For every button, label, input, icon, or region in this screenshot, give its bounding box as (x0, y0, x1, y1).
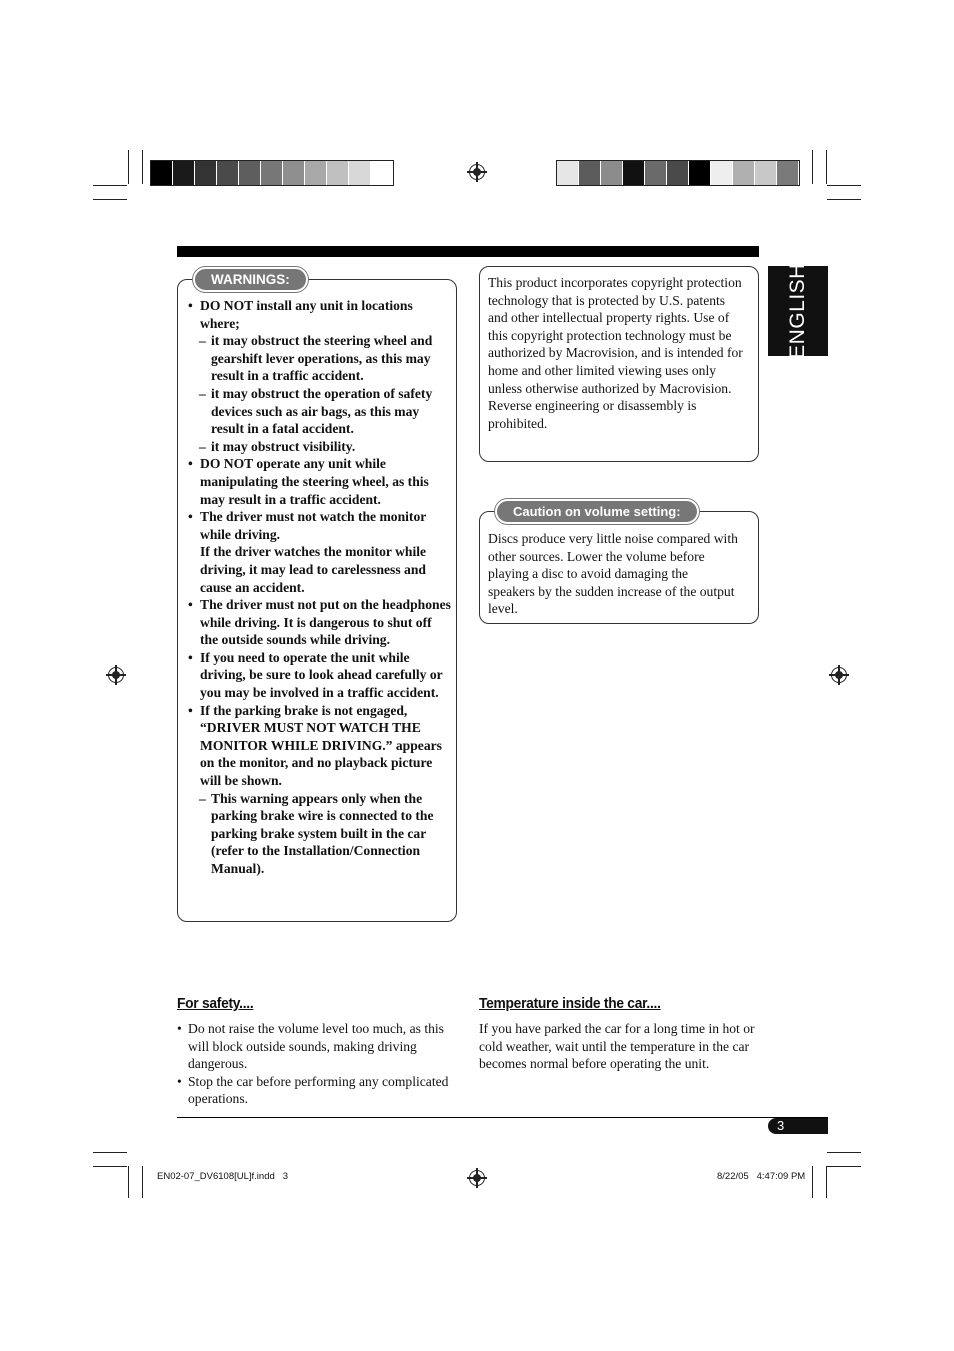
warning-subitem: – it may obstruct the steering wheel and gearshift lever operations, as this may result in a traffic accident. (188, 332, 452, 385)
crop-mark (93, 185, 127, 186)
temperature-text: If you have parked the car for a long time in hot or cold weather, wait until the temperature in the car becomes normal before operating the unit. (479, 1021, 755, 1072)
safety-item: • Do not raise the volume level too much, as this will block outside sounds, making driving dangerous. (177, 1020, 459, 1073)
safety-heading: For safety.... (177, 995, 254, 1012)
color-swatch (689, 161, 711, 185)
crop-mark (93, 199, 127, 200)
warnings-list (188, 297, 452, 878)
color-swatch (579, 161, 601, 185)
crop-mark (826, 1166, 827, 1198)
warning-item: • The driver must not put on the headphones while driving. It is dangerous to shut off the outside sounds while driving. (188, 596, 452, 649)
crop-mark (827, 1166, 861, 1167)
safety-item: • Stop the car before performing any complicated operations. (177, 1073, 459, 1108)
crop-mark (142, 1166, 143, 1198)
registration-mark-icon (108, 667, 124, 683)
registration-mark-icon (831, 667, 847, 683)
color-swatch (327, 161, 349, 185)
caution-text: Discs produce very little noise compared with other sources. Lower the volume before playing a disc to avoid damaging the speakers by the sudden increase of the output level. (488, 531, 738, 617)
color-swatch (151, 161, 173, 185)
color-swatch (371, 161, 393, 185)
color-swatch (283, 161, 305, 185)
crop-mark (93, 1166, 127, 1167)
warning-item: • If you need to operate the unit while driving, be sure to look ahead carefully or you may be involved in a traffic accident. (188, 649, 452, 702)
warning-item: • DO NOT install any unit in locations where; (188, 297, 452, 332)
registration-mark-icon (469, 1170, 485, 1186)
warning-subitem: – it may obstruct visibility. (188, 438, 452, 456)
color-swatch (349, 161, 371, 185)
warning-subitem: – it may obstruct the operation of safety devices such as air bags, as this may result in a fatal accident. (188, 385, 452, 438)
color-swatch (711, 161, 733, 185)
crop-mark (142, 150, 143, 184)
crop-mark (128, 150, 129, 184)
color-swatch (601, 161, 623, 185)
warning-text: The driver must not watch the monitor while driving. (200, 509, 427, 542)
color-swatch (667, 161, 689, 185)
language-label: ENGLISH (786, 263, 809, 359)
color-swatch (623, 161, 645, 185)
color-swatch (195, 161, 217, 185)
header-rule (177, 246, 759, 257)
color-calibration-bar-left (150, 160, 394, 186)
color-swatch (261, 161, 283, 185)
warning-item: • DO NOT operate any unit while manipulating the steering wheel, as this may result in a traffic accident. (188, 455, 452, 508)
color-swatch (777, 161, 799, 185)
crop-mark (827, 199, 861, 200)
crop-mark (812, 1166, 813, 1198)
warnings-heading: WARNINGS: (193, 267, 308, 292)
crop-mark (827, 185, 861, 186)
crop-mark (827, 1152, 861, 1153)
color-swatch (645, 161, 667, 185)
temperature-heading: Temperature inside the car.... (479, 995, 661, 1012)
crop-mark (812, 150, 813, 184)
warning-item (188, 508, 452, 596)
color-swatch (173, 161, 195, 185)
color-swatch (755, 161, 777, 185)
crop-mark (826, 150, 827, 184)
warning-item: • If the parking brake is not engaged, “DRIVER MUST NOT WATCH THE MONITOR WHILE DRIVING.” appears on the monitor, and no playback picture will be shown. (188, 702, 452, 790)
color-swatch (557, 161, 579, 185)
color-calibration-bar-right (556, 160, 800, 186)
warning-text: If the driver watches the monitor while driving, it may lead to carelessness and cause an accident. (200, 544, 427, 595)
file-slug: EN02-07_DV6108[UL]f.indd 3 (157, 1171, 288, 1182)
copyright-text: This product incorporates copyright protection technology that is protected by U.S. patents and other intellectual property rights. Use of this copyright protection technology must be authorized by Macrovision, and is intended for home and other limited viewing uses only unless otherwise authorized by Macrovision. Reverse engineering or disassembly is prohibited. (488, 275, 743, 431)
page-number: 3 (777, 1118, 785, 1133)
color-swatch (217, 161, 239, 185)
date-slug: 8/22/05 4:47:09 PM (717, 1171, 806, 1182)
page-number-tab (768, 1118, 828, 1134)
footer-rule (177, 1117, 828, 1118)
warning-subitem: – This warning appears only when the parking brake wire is connected to the parking brake system built in the car (refer to the Installation/Connection Manual). (188, 790, 452, 878)
registration-mark-icon (469, 164, 485, 180)
color-swatch (733, 161, 755, 185)
color-swatch (239, 161, 261, 185)
language-tab (768, 263, 828, 359)
safety-list (177, 1020, 459, 1108)
color-swatch (305, 161, 327, 185)
crop-mark (93, 1152, 127, 1153)
crop-mark (128, 1166, 129, 1198)
caution-heading: Caution on volume setting: (495, 499, 699, 524)
